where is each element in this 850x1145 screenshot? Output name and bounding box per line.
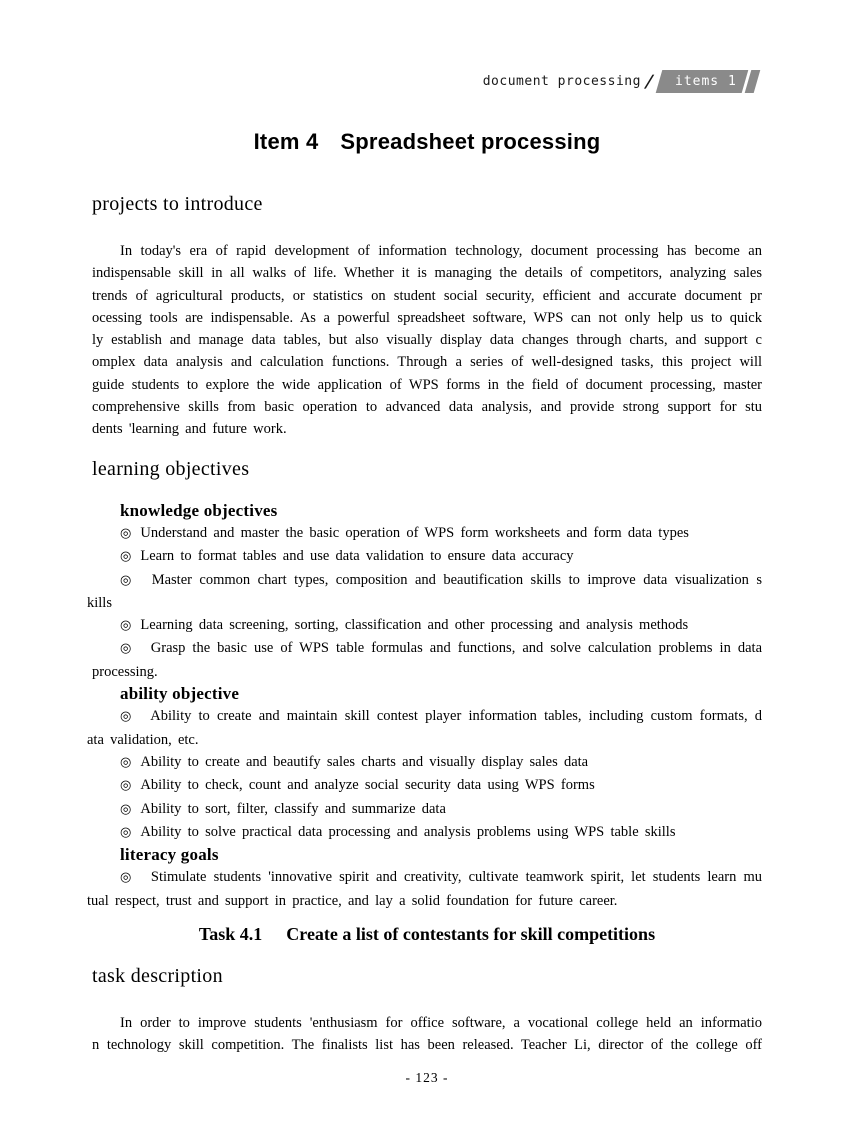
- task-title: Create a list of contestants for skill competitions: [286, 924, 656, 945]
- paragraph-line: n technology skill competition. The finalists list has been released. Teacher Li, director of the college off: [92, 1037, 762, 1054]
- bullet-icon: ◎: [120, 870, 135, 886]
- bullet-text: Stimulate students 'innovative spirit and creativity, cultivate teamwork spirit, let students learn mu: [150, 869, 762, 886]
- bullet-text: Ability to create and maintain skill contest player information tables, including custom formats, d: [150, 708, 763, 725]
- subsection-heading-literacy: literacy goals: [120, 845, 219, 865]
- continuation-line: ata validation, etc.: [87, 731, 199, 748]
- bullet-text: Ability to check, count and analyze social security data using WPS forms: [140, 777, 595, 794]
- paragraph-line: ocessing tools are indispensable. As a powerful spreadsheet software, WPS can not only help us to quick: [92, 309, 762, 326]
- paragraph-line: comprehensive skills from basic operation to advanced data analysis, and provide strong support for stu: [92, 399, 762, 416]
- intro-paragraph: [92, 240, 762, 441]
- badge-label: items 1: [675, 74, 737, 89]
- bullet-text: Understand and master the basic operation of WPS form worksheets and form data types: [140, 524, 689, 541]
- section-heading-task-description: task description: [92, 965, 223, 988]
- bullet-text: Learning data screening, sorting, classification and other processing and analysis methods: [140, 617, 689, 634]
- knowledge-objectives-list: [87, 522, 763, 683]
- running-header: [92, 70, 762, 93]
- chapter-badge: [656, 70, 760, 93]
- task-paragraph: [92, 1012, 762, 1057]
- subsection-heading-knowledge: knowledge objectives: [120, 500, 278, 520]
- bullet-item: [92, 866, 762, 889]
- bullet-text: Ability to solve practical data processing and analysis problems using WPS table skills: [140, 823, 676, 840]
- bullet-item: [92, 774, 762, 797]
- bullet-item: [92, 751, 762, 774]
- bullet-icon: ◎: [120, 641, 135, 657]
- paragraph-line: In order to improve students 'enthusiasm for office software, a vocational college held an informatio: [120, 1015, 762, 1032]
- title-text: Spreadsheet processing: [340, 129, 601, 154]
- bullet-text: Grasp the basic use of WPS table formulas and functions, and solve calculation problems in data: [150, 640, 763, 657]
- page-number: - 123 -: [405, 1069, 449, 1085]
- running-title: document processing: [482, 74, 641, 89]
- paragraph-line: In today's era of rapid development of information technology, document processing has become an: [120, 243, 762, 259]
- paragraph-line: dents 'learning and future work.: [92, 421, 287, 438]
- bullet-icon: ◎: [120, 618, 132, 634]
- ability-objectives-list: [87, 705, 763, 844]
- bullet-item: [92, 821, 762, 844]
- bullet-text: Master common chart types, composition and beautification skills to improve data visualization s: [151, 571, 763, 588]
- bullet-item: [92, 705, 762, 728]
- bullet-text: Learn to format tables and use data validation to ensure data accuracy: [140, 548, 574, 565]
- task-number: Task 4.1: [198, 924, 263, 945]
- subsection-heading-ability: ability objective: [120, 684, 240, 704]
- bullet-icon: ◎: [120, 549, 132, 565]
- bullet-icon: ◎: [120, 572, 136, 588]
- continuation-line: processing.: [92, 663, 158, 680]
- bullet-icon: ◎: [120, 754, 132, 770]
- page-title: [92, 129, 762, 155]
- paragraph-line: ly establish and manage data tables, but also visually display data changes through charts, and support c: [92, 332, 762, 349]
- title-number: Item 4: [253, 129, 319, 154]
- section-heading-projects: projects to introduce: [92, 193, 263, 215]
- bullet-item: [92, 569, 762, 592]
- section-heading-learning: learning objectives: [92, 457, 250, 480]
- bullet-icon: ◎: [120, 824, 132, 840]
- continuation-line: kills: [87, 594, 112, 611]
- task-heading: [92, 922, 762, 946]
- paragraph-line: omplex data analysis and calculation functions. Through a series of well-designed tasks, this project will: [92, 354, 762, 371]
- paragraph-line: indispensable skill in all walks of life. Whether it is managing the details of competitors, analyzing sales: [92, 265, 762, 282]
- bullet-text: Ability to sort, filter, classify and summarize data: [140, 800, 446, 817]
- paragraph-line: guide students to explore the wide application of WPS forms in the field of document processing, master: [92, 376, 762, 393]
- bullet-icon: ◎: [120, 778, 132, 794]
- paragraph-line: trends of agricultural products, or statistics on student social security, efficient and accurate document pr: [92, 287, 762, 304]
- bullet-icon: ◎: [120, 709, 135, 725]
- bullet-item: [92, 614, 762, 637]
- bullet-text: Ability to create and beautify sales charts and visually display sales data: [140, 753, 589, 770]
- header-slash-separator: /: [642, 71, 656, 92]
- bullet-item: [92, 545, 762, 568]
- bullet-icon: ◎: [120, 801, 132, 817]
- badge-slash-decoration: [742, 70, 752, 93]
- bullet-icon: ◎: [120, 525, 132, 541]
- continuation-line: tual respect, trust and support in practice, and lay a solid foundation for future career.: [87, 892, 618, 909]
- bullet-item: [92, 522, 762, 545]
- bullet-item: [92, 798, 762, 821]
- bullet-item: [92, 637, 762, 660]
- literacy-goals-list: [87, 866, 762, 912]
